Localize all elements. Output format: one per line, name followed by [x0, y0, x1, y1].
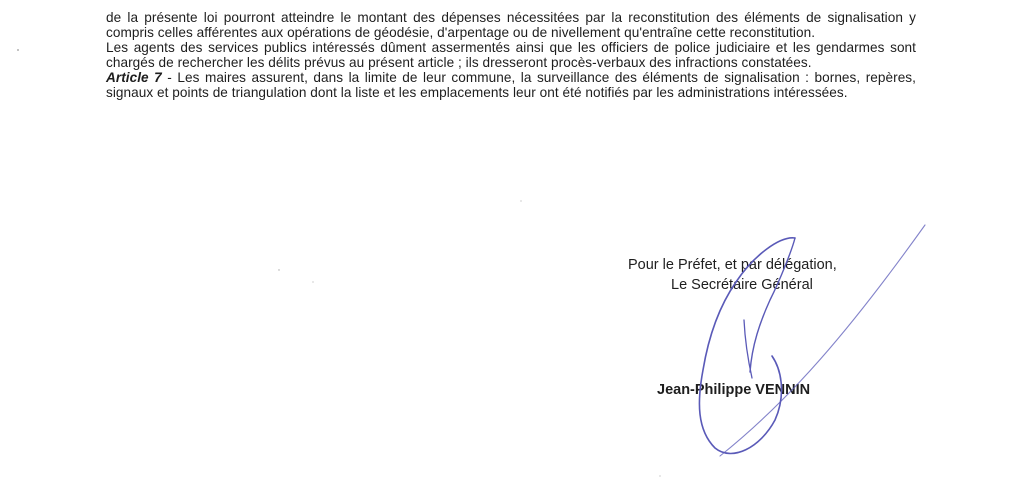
article-7-label: Article 7 [106, 70, 162, 85]
signature-block [600, 255, 900, 475]
article-7-text: - Les maires assurent, dans la limite de leur commune, la surveillance des éléments de signalisation : bornes, repères, signaux et points de triangulation dont la liste et les emplacements leur ont été notifiés par les administrations intéressées. [106, 70, 916, 100]
paragraph-reconstitution: de la présente loi pourront atteindre le montant des dépenses nécessitées par la reconstitution des éléments de signalisation y compris celles afférentes aux opérations de géodésie, d'arpentage ou de nivellement qu'entraîne cette reconstitution. [106, 10, 916, 40]
signature-title-line: Le Secrétaire Général [671, 277, 813, 293]
article-7 [106, 70, 916, 100]
signatory-name: Jean-Philippe VENNIN [657, 382, 811, 398]
signature-delegation-line: Pour le Préfet, et par délégation, [628, 257, 837, 273]
document-body [106, 10, 916, 100]
paragraph-agents: Les agents des services publics intéressés dûment assermentés ainsi que les officiers de police judiciaire et les gendarmes sont chargés de rechercher les délits prévus au présent article ; ils dresseront procès-verbaux des infractions constatées. [106, 40, 916, 70]
